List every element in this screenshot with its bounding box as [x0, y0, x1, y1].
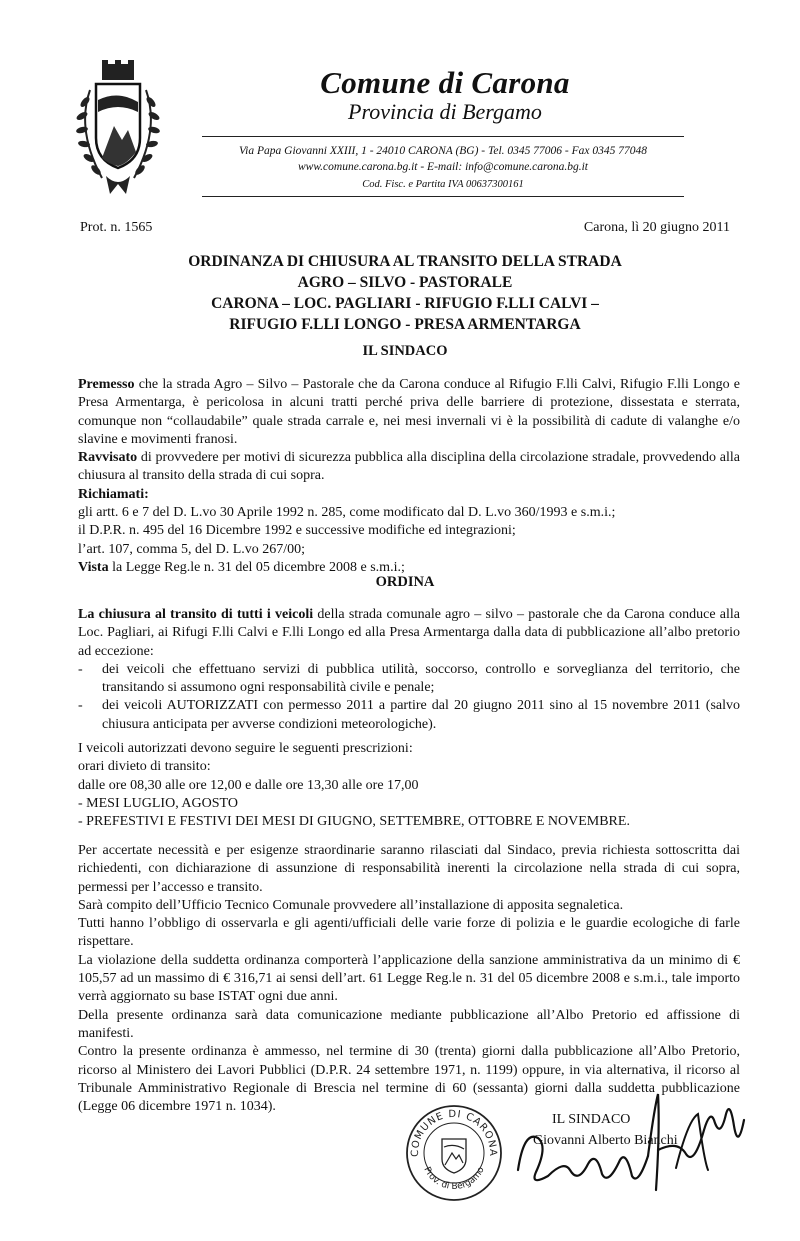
sindaco-heading: IL SINDACO: [362, 343, 448, 359]
ordina-text: della strada comunale agro – silvo – pastorale che da Carona conduce alla Loc. Pagliari, ai Rifugi F.lli Calvi e F.lli Longo ed alla Presa Armentarga dalla data di pubblicazione all’albo pretorio ad eccezione:: [78, 607, 740, 659]
closing-paragraph: Contro la presente ordinanza è ammesso, nel termine di 30 (trenta) giorni dalla pubblicazione all’Albo Pretorio, ricorso al Ministero dei Lavori Pubblici (D.P.R. 24 settembre 1971, n. 1199) oppure, in via alternativa, il ricorso al Tribunale Amministrativo Regionale di Brescia nel termine di 60 (sessanta) giorni dalla suddetta pubblicazione (Legge 06 dicembre 1971 n. 1034).: [78, 1044, 740, 1115]
place-date: Carona, lì 20 giugno 2011: [583, 220, 730, 235]
closing-paragraph: Per accertate necessità e per esigenze straordinarie saranno rilasciati dal Sindaco, previa richiesta sottoscritta dai richiedenti, con dichiarazione di assunzione di responsabilità inerenti la circolazione nella strada di cui sopra, permessi per l’accesso e transito.: [78, 843, 740, 895]
ordinance-title: [80, 251, 730, 335]
premises-section: [78, 376, 740, 577]
protocol-number: Prot. n. 1565: [80, 220, 153, 235]
municipality-name: Comune di Carona: [320, 65, 570, 100]
svg-text:Prov. di Bergamo: [421, 1165, 486, 1192]
address-line: Via Papa Giovanni XXIII, 1 - 24010 CARONA (BG) - Tel. 0345 77006 - Fax 0345 77048: [239, 145, 647, 157]
fiscal-code-line: Cod. Fisc. e Partita IVA 00637300161: [362, 179, 524, 190]
ravvisato-lead: Ravvisato: [78, 450, 138, 466]
signatory-name: Giovanni Alberto Bianchi: [533, 1133, 678, 1148]
ordina-paragraph: [78, 606, 740, 661]
ordina-section: [78, 606, 740, 734]
list-item: - dei veicoli AUTORIZZATI con permesso 2011 a partire dal 20 giugno 2011 sino al 15 novembre 2011 (salvo chiusura anticipata per avverse condizioni meteorologiche).: [78, 698, 740, 732]
premesso-paragraph: [78, 376, 740, 449]
prescription-line: - MESI LUGLIO, AGOSTO: [78, 795, 238, 811]
prescription-line: orari divieto di transito:: [78, 759, 211, 775]
header-divider-bottom: [202, 196, 684, 197]
province-name: Provincia di Bergamo: [348, 99, 542, 124]
ravvisato-paragraph: [78, 449, 740, 486]
municipal-crest-icon: [72, 60, 164, 200]
title-line: AGRO – SILVO - PASTORALE: [297, 274, 513, 291]
stamp-top-text: COMUNE DI CARONA: [409, 1108, 499, 1157]
exceptions-list: [78, 661, 740, 734]
closing-paragraph: La violazione della suddetta ordinanza comporterà l’applicazione della sanzione amministrativa da un minimo di € 105,57 ad un massimo di € 316,71 ai sensi dell’art. 61 Legge Reg.le n. 31 del 05 dicembre 2008 e s.m.i., tale importo verrà aggiornato su base ISTAT ogni due anni.: [78, 952, 740, 1005]
richiamati-lead: Richiamati:: [78, 486, 149, 502]
vista-text: la Legge Reg.le n. 31 del 05 dicembre 2008 e s.m.i.;: [108, 559, 405, 575]
premesso-text: che la strada Agro – Silvo – Pastorale che da Carona conduce al Rifugio F.lli Calvi, Rifugio F.lli Longo e Presa Armentarga, è pericolosa in alcuni tratti perché priva delle barriere di protezione, dissestata e sterrata, comunque non “collaudabile” quale strada carrale e, nei mesi invernali vi è la possibilità di cadute di valanghe e/o slavine e movimenti franosi.: [78, 377, 740, 447]
title-line: RIFUGIO F.LLI LONGO - PRESA ARMENTARGA: [229, 316, 581, 333]
premesso-lead: Premesso: [78, 377, 135, 392]
title-line: CARONA – LOC. PAGLIARI - RIFUGIO F.LLI CALVI –: [211, 295, 599, 312]
vista-lead: Vista: [78, 559, 109, 575]
signatory-title: IL SINDACO: [552, 1112, 631, 1127]
ravvisato-text: di provvedere per motivi di sicurezza pubblica alla disciplina della circolazione stradale, provvedendo alla chiusura al transito della strada di cui sopra.: [78, 450, 740, 484]
list-item: - dei veicoli che effettuano servizi di pubblica utilità, soccorso, controllo e sorveglianza del territorio, che transitando si assumono ogni responsabilità civile e penale;: [78, 661, 740, 696]
official-stamp-icon: [404, 1103, 504, 1203]
richiamati-line: il D.P.R. n. 495 del 16 Dicembre 1992 e successive modifiche ed integrazioni;: [78, 523, 516, 539]
prescription-line: dalle ore 08,30 alle ore 12,00 e dalle ore 13,30 alle ore 17,00: [78, 777, 419, 793]
stamp-bottom-text: Prov. di Bergamo: [421, 1165, 487, 1193]
svg-text:COMUNE DI CARONA: [410, 1109, 498, 1157]
ordina-heading: ORDINA: [375, 574, 435, 590]
richiamati-line: gli artt. 6 e 7 del D. L.vo 30 Aprile 1992 n. 285, come modificato dal D. L.vo 360/1993 e s.m.i.;: [78, 505, 616, 521]
ordina-lead: La chiusura al transito di tutti i veicoli: [78, 607, 314, 622]
header-divider-top: [202, 136, 684, 137]
prescriptions-section: [78, 740, 740, 831]
closing-section: [78, 842, 740, 1116]
prescription-line: - PREFESTIVI E FESTIVI DEI MESI DI GIUGNO, SETTEMBRE, OTTOBRE E NOVEMBRE.: [78, 814, 630, 830]
richiamati-line: l’art. 107, comma 5, del D. L.vo 267/00;: [78, 541, 306, 557]
prescription-line: I veicoli autorizzati devono seguire le seguenti prescrizioni:: [78, 741, 413, 756]
title-line: ORDINANZA DI CHIUSURA AL TRANSITO DELLA STRADA: [188, 253, 622, 270]
closing-paragraph: Della presente ordinanza sarà data comunicazione mediante pubblicazione all’Albo Pretorio ed affissione di manifesti.: [78, 1007, 740, 1041]
closing-paragraph: Sarà compito dell’Ufficio Tecnico Comunale provvedere all’installazione di apposita segnaletica.: [78, 897, 624, 913]
web-email-line: www.comune.carona.bg.it - E-mail: info@comune.carona.bg.it: [298, 161, 588, 173]
closing-paragraph: Tutti hanno l’obbligo di osservarla e gli agenti/ufficiali delle varie forze di polizia e le guardie ecologiche di farle rispettare.: [78, 916, 740, 950]
